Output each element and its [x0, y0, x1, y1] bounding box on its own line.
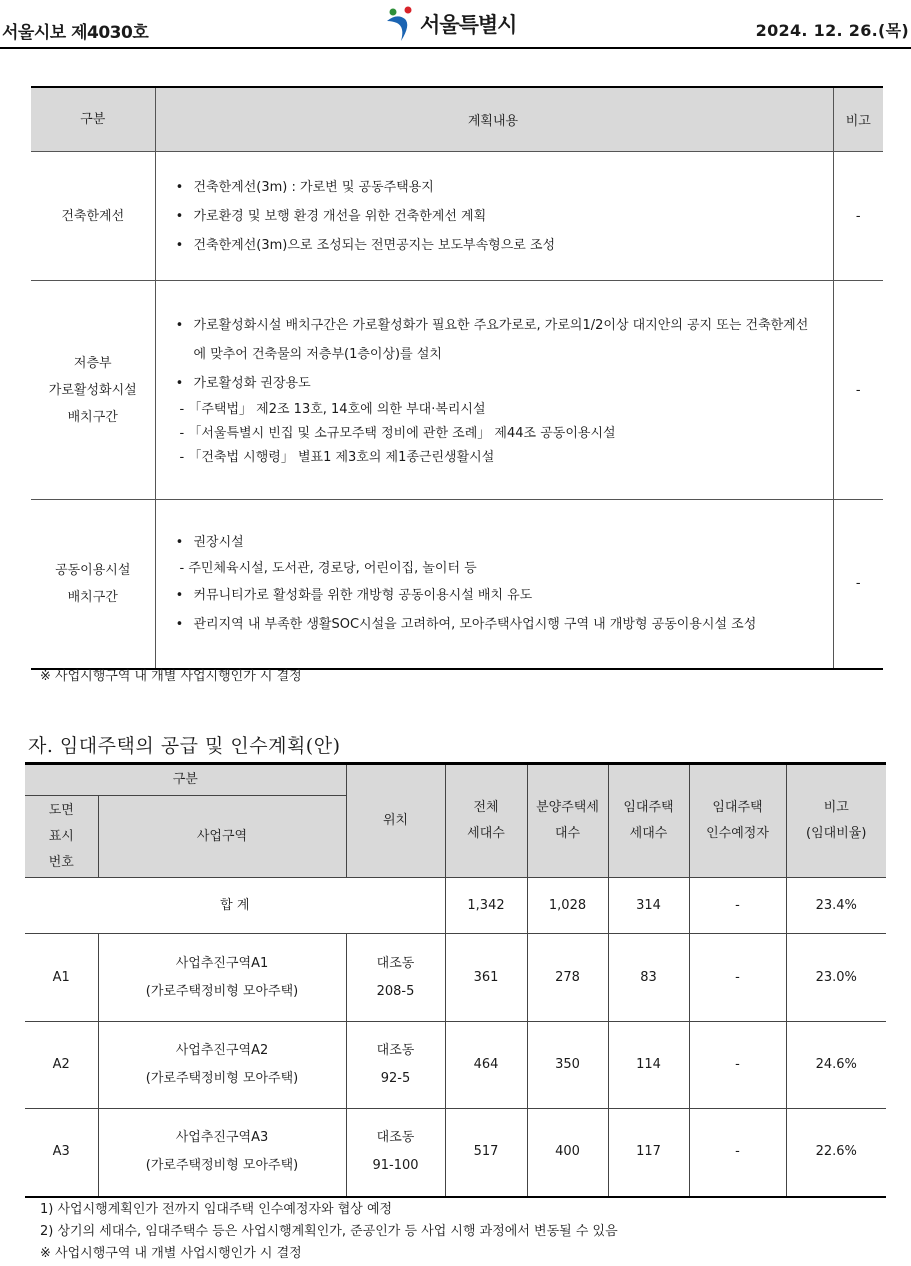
- issue-date: 2024. 12. 26.(목): [755, 21, 909, 40]
- header-category: 구분: [31, 87, 155, 152]
- total-units: 1,342: [445, 878, 527, 934]
- bullet-item: • 커뮤니티가로 활성화를 위한 개방형 공동이용시설 배치 유도: [166, 581, 821, 610]
- note-cell: -: [855, 576, 861, 592]
- header-divider: [0, 47, 911, 49]
- gazette-number: 서울시보 제4030호: [2, 23, 149, 43]
- bullet-icon: •: [175, 208, 184, 224]
- header-note: 비고: [833, 87, 883, 152]
- bullet-item: • 가로활성화 권장용도: [166, 369, 821, 398]
- table-row: [25, 934, 886, 1022]
- plan-header-row: [31, 87, 883, 152]
- rental-units: 114: [608, 1022, 689, 1109]
- category-cell: [31, 152, 155, 281]
- header-rental-units: 임대주택 세대수: [608, 764, 689, 878]
- content-cell: [155, 500, 833, 669]
- footnote: ※ 사업시행구역 내 개별 사업시행인가 시 결정: [40, 1246, 302, 1261]
- rental-ratio: 24.6%: [786, 1022, 886, 1109]
- rental-taker: -: [689, 1022, 786, 1109]
- total-sale: 1,028: [527, 878, 608, 934]
- footnote: 2) 상기의 세대수, 임대주택수 등은 사업시행계획인가, 준공인가 등 사업 시행 과정에서 변동될 수 있음: [40, 1224, 618, 1239]
- note-cell: -: [833, 281, 883, 500]
- plan-row-shared-facility: [31, 500, 883, 669]
- category-label: 공동이용시설: [55, 562, 131, 578]
- total-rental: 314: [608, 878, 689, 934]
- bullet-icon: •: [175, 535, 184, 551]
- rental-taker: -: [689, 934, 786, 1022]
- total-units: 517: [445, 1109, 527, 1197]
- total-taker: -: [689, 878, 786, 934]
- plan-table: [31, 86, 883, 670]
- header-sale-units: 분양주택세 대수: [527, 764, 608, 878]
- header-project-area: 사업구역: [98, 796, 346, 878]
- dash-item: - 「건축법 시행령」 별표1 제3호의 제1종근린생활시설: [179, 449, 495, 465]
- bullet-icon: •: [175, 317, 184, 333]
- drawing-number: A1: [25, 934, 98, 1022]
- rental-supply-table: [25, 762, 886, 1198]
- sale-units: 350: [527, 1022, 608, 1109]
- table-row: [25, 1109, 886, 1197]
- sale-units: 400: [527, 1109, 608, 1197]
- total-label: 합 계: [25, 878, 445, 934]
- category-label: 배치구간: [67, 589, 118, 605]
- header-location: 위치: [346, 764, 445, 878]
- content-cell: [155, 152, 833, 281]
- bullet-item: • 관리지역 내 부족한 생활SOC시설을 고려하여, 모아주택사업시행 구역 내 개방형 공동이용시설 조성: [166, 610, 821, 639]
- header-plan-content: 계획내용: [155, 87, 833, 152]
- header-row-1: [25, 764, 886, 796]
- header-rental-taker: 임대주택 인수예정자: [689, 764, 786, 878]
- plan-row-street-activation: [31, 281, 883, 500]
- header-drawing-number: 도면 표시 번호: [25, 796, 98, 878]
- category-label: 가로활성화시설: [48, 382, 137, 398]
- dash-item: - 「서울특별시 빈집 및 소규모주택 정비에 관한 조례」 제44조 공동이용시설: [179, 425, 616, 441]
- bullet-icon: •: [175, 375, 184, 391]
- note-cell: -: [833, 152, 883, 281]
- category-cell: [31, 500, 155, 669]
- location: 대조동 208-5: [346, 934, 445, 1022]
- content-cell: [155, 281, 833, 500]
- header-group: 구분: [25, 764, 346, 796]
- bullet-item: • 건축한계선(3m) : 가로변 및 공동주택용지: [166, 173, 821, 202]
- sale-units: 278: [527, 934, 608, 1022]
- rental-units: 117: [608, 1109, 689, 1197]
- bullet-item: • 가로환경 및 보행 환경 개선을 위한 건축한계선 계획: [166, 202, 821, 231]
- bullet-icon: •: [175, 617, 184, 633]
- header-rental-ratio: 비고 (임대비율): [786, 764, 886, 878]
- location: 대조동 91-100: [346, 1109, 445, 1197]
- project-name: 사업추진구역A1 (가로주택정비형 모아주택): [98, 934, 346, 1022]
- logo-text: 서울특별시: [420, 13, 517, 37]
- total-row: [25, 878, 886, 934]
- bullet-item: • 건축한계선(3m)으로 조성되는 전면공지는 보도부속형으로 조성: [166, 231, 821, 260]
- supply-footnotes: [40, 1199, 618, 1265]
- footnote: 1) 사업시행계획인가 전까지 임대주택 인수예정자와 협상 예정: [40, 1202, 393, 1217]
- total-ratio: 23.4%: [786, 878, 886, 934]
- page-header: [0, 0, 911, 50]
- drawing-number: A3: [25, 1109, 98, 1197]
- seoul-logo: [383, 4, 516, 44]
- section-title: 자. 임대주택의 공급 및 인수계획(안): [28, 735, 341, 757]
- total-units: 464: [445, 1022, 527, 1109]
- bullet-item: • 가로활성화시설 배치구간은 가로활성화가 필요한 주요가로로, 가로의1/2이상 대지안의 공지 또는 건축한계선에 맞추어 건축물의 저층부(1층이상)를 설치: [166, 311, 821, 369]
- category-label: 저층부: [73, 355, 112, 371]
- bullet-icon: •: [175, 237, 184, 253]
- category-label: 건축한계선: [61, 208, 125, 224]
- drawing-number: A2: [25, 1022, 98, 1109]
- rental-ratio: 22.6%: [815, 1144, 857, 1160]
- total-units: 361: [445, 934, 527, 1022]
- category-label: 배치구간: [67, 409, 118, 425]
- plan-row-building-line: [31, 152, 883, 281]
- rental-units: 83: [608, 934, 689, 1022]
- bullet-item: • 권장시설: [166, 528, 821, 557]
- rental-ratio: 23.0%: [786, 934, 886, 1022]
- rental-taker: -: [689, 1109, 786, 1197]
- dash-item: - 주민체육시설, 도서관, 경로당, 어린이집, 놀이터 등: [179, 561, 477, 577]
- seoul-emblem-icon: [383, 5, 419, 43]
- location: 대조동 92-5: [346, 1022, 445, 1109]
- bullet-icon: •: [175, 588, 184, 604]
- project-name: 사업추진구역A2 (가로주택정비형 모아주택): [98, 1022, 346, 1109]
- category-cell: [31, 281, 155, 500]
- dash-item: - 「주택법」 제2조 13호, 14호에 의한 부대·복리시설: [179, 401, 486, 417]
- bullet-icon: •: [175, 179, 184, 195]
- header-total-units: 전체 세대수: [445, 764, 527, 878]
- table-row: [25, 1022, 886, 1109]
- project-name: 사업추진구역A3 (가로주택정비형 모아주택): [98, 1109, 346, 1197]
- plan-footnote: ※ 사업시행구역 내 개별 사업시행인가 시 결정: [40, 669, 302, 684]
